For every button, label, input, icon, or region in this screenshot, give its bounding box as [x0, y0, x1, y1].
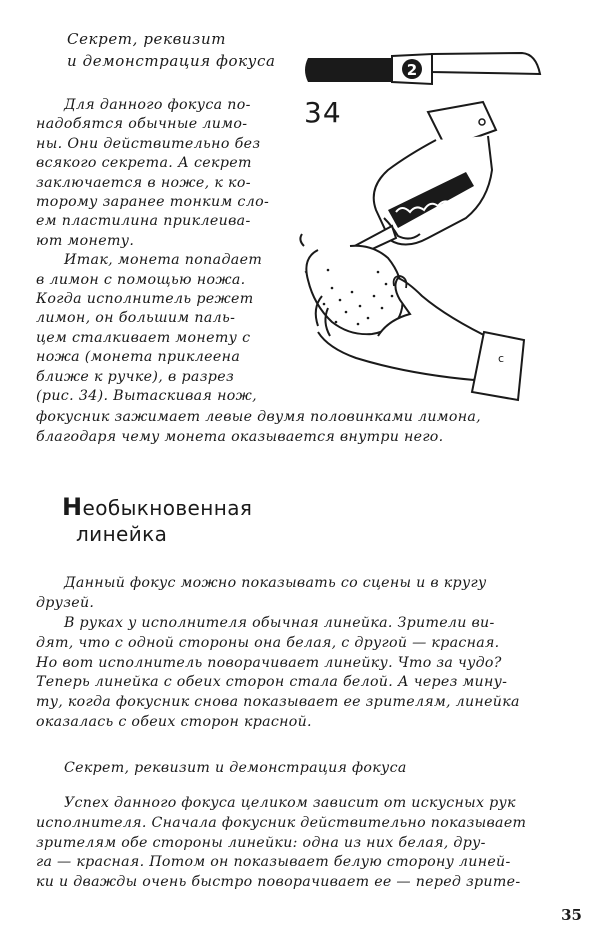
text-line: (рис. 34). Вытаскивая нож, — [36, 388, 258, 405]
text-line: всякого секрета. А секрет — [36, 155, 252, 172]
text-line: лимон, он большим паль- — [36, 310, 236, 327]
text-line: ки и дважды очень быстро поворачивает ее — перед зрите- — [36, 874, 521, 891]
text-line: ту, когда фокусник снова показывает ее зрителям, линейка — [36, 694, 520, 711]
text-line: В руках у исполнителя обычная линейка. Зрители ви- — [64, 615, 495, 631]
text-line: дят, что с одной стороны она белая, с другой — красная. — [36, 634, 500, 651]
text-line: заключается в ноже, к ко- — [36, 174, 251, 191]
hands-lemon-illustration — [288, 100, 538, 405]
heading-line: и демонстрация фокуса — [67, 52, 276, 70]
text-line: зрителям обе стороны линейки: одна из них белая, дру- — [36, 834, 486, 851]
page-number: 35 — [561, 906, 582, 924]
section-title — [62, 494, 252, 547]
text-line: Для данного фокуса по- — [64, 97, 251, 113]
text-line: торому заранее тонким сло- — [36, 194, 270, 211]
text-line: фокусник зажимает левые двумя половинками лимона, — [36, 409, 481, 425]
text-line: благодаря чему монета оказывается внутри него. — [36, 428, 444, 445]
text-line: Итак, монета попадает — [64, 252, 263, 269]
knife-illustration — [300, 46, 545, 92]
wide-continuation-text — [36, 408, 566, 447]
knife-blade — [432, 53, 540, 74]
text-line: ем пластилина приклеива- — [36, 213, 251, 230]
lemon — [306, 246, 402, 335]
text-line: исполнителя. Сначала фокусник действительно показывает — [36, 814, 527, 831]
svg-text:c: c — [498, 352, 505, 365]
subheading-text: Секрет, реквизит и демонстрация фокуса — [64, 760, 407, 776]
heading-line: Секрет, реквизит — [67, 30, 227, 48]
knife-handle-dark — [305, 58, 392, 82]
paragraph-1 — [36, 574, 566, 614]
paragraph-2 — [36, 614, 566, 733]
text-line: Теперь линейка с обеих сторон стала белой. А через мину- — [36, 674, 508, 691]
narrow-column-text — [36, 96, 282, 407]
coin-badge-text: 2 — [406, 61, 418, 79]
section-heading — [67, 28, 292, 72]
text-line: цем сталкивает монету с — [36, 329, 251, 346]
title-text: еобыкновенная — [82, 496, 253, 520]
text-line: ближе к ручке), в разрез — [36, 368, 235, 385]
text-line: ножа (монета приклеена — [36, 349, 241, 366]
text-line: надобятся обычные лимо- — [36, 116, 248, 133]
text-line: Данный фокус можно показывать со сцены и в кругу — [64, 575, 487, 591]
text-line: ют монету. — [36, 232, 135, 249]
text-line: ны. Они действительно без — [36, 135, 261, 152]
text-line: Когда исполнитель режет — [36, 291, 254, 308]
text-line: Успех данного фокуса целиком зависит от искусных рук — [64, 795, 516, 811]
text-line: Но вот исполнитель поворачивает линейку. Что за чудо? — [36, 654, 502, 671]
subheading — [36, 758, 566, 778]
text-line: в лимон с помощью ножа. — [36, 271, 246, 288]
text-line: друзей. — [36, 594, 95, 611]
paragraph-3 — [36, 794, 566, 893]
figure-number: 34 — [304, 96, 342, 129]
text-line: га — красная. Потом он показывает белую сторону линей- — [36, 854, 511, 871]
text-line: оказалась с обеих сторон красной. — [36, 713, 312, 730]
title-capital: Н — [62, 493, 83, 521]
title-line-2: линейка — [76, 522, 168, 546]
